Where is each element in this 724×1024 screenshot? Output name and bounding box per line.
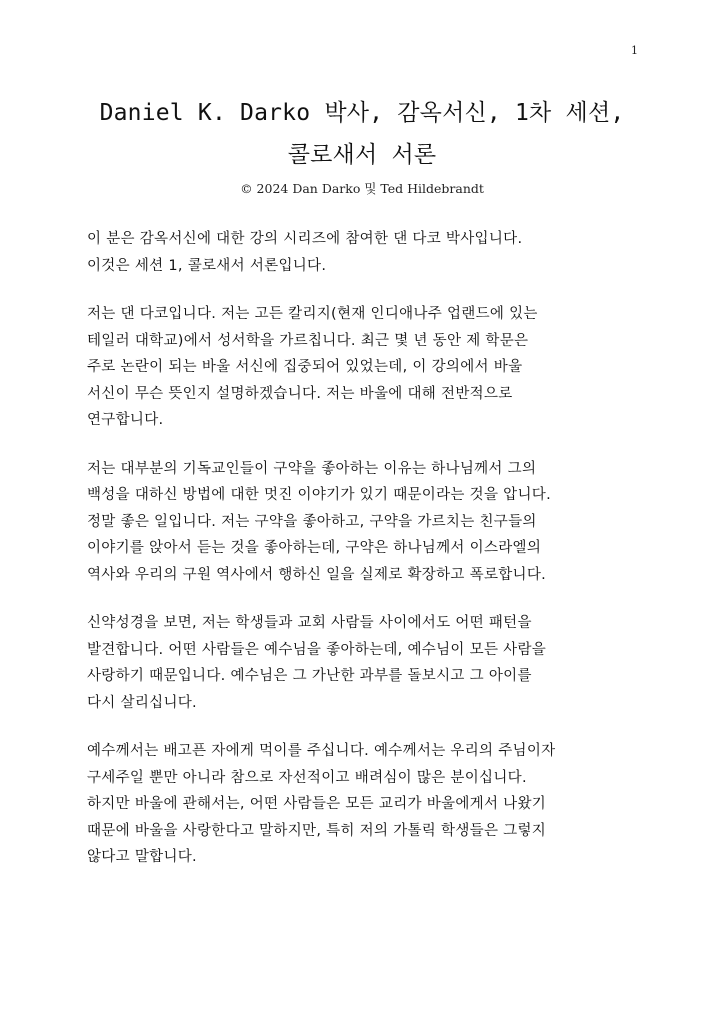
text-line: 역사와 우리의 구원 역사에서 행하신 일을 실제로 확장하고 폭로합니다.: [87, 566, 547, 583]
text-line: 사랑하기 때문입니다. 예수님은 그 가난한 과부를 돌보시고 그 아이를: [87, 668, 532, 684]
title-line-1: Daniel K. Darko 박사, 감옥서신, 1차 세션,: [99, 100, 625, 126]
text-line: 예수께서는 배고픈 자에게 먹이를 주십니다. 예수께서는 우리의 주님이자: [87, 743, 556, 759]
text-line: 다시 살리십니다.: [87, 694, 197, 711]
text-line: 않다고 말합니다.: [87, 849, 197, 865]
text-line: 정말 좋은 일입니다. 저는 구약을 좋아하고, 구약을 가르치는 친구들의: [87, 513, 537, 530]
paragraph-1: [87, 226, 647, 279]
text-line: 저는 댄 다코입니다. 저는 고든 칼리지(현재 인디애나주 업랜드에 있는: [87, 306, 538, 322]
text-line: 이야기를 앉아서 듣는 것을 좋아하는데, 구약은 하나님께서 이스라엘의: [87, 540, 542, 556]
text-line: 백성을 대하신 방법에 대한 멋진 이야기가 있기 때문이라는 것을 압니다.: [87, 487, 551, 503]
copyright-line: © 2024 Dan Darko 및 Ted Hildebrandt: [240, 181, 484, 196]
text-line: 저는 대부분의 기독교인들이 구약을 좋아하는 이유는 하나님께서 그의: [87, 460, 537, 477]
page-number: 1: [631, 44, 638, 57]
text-line: 때문에 바울을 사랑한다고 말하지만, 특히 저의 가톨릭 학생들은 그렇지: [87, 822, 547, 839]
text-line: 테일러 대학교)에서 성서학을 가르칩니다. 최근 몇 년 동안 제 학문은: [87, 332, 529, 349]
text-line: 서신이 무슨 뜻인지 설명하겠습니다. 저는 바울에 대해 전반적으로: [87, 385, 513, 402]
text-line: 주로 논란이 되는 바울 서신에 집중되어 있었는데, 이 강의에서 바울: [87, 359, 523, 375]
paragraph-5: [87, 738, 647, 871]
document-body: [87, 226, 647, 893]
paragraph-4: [87, 610, 647, 716]
text-line: 이 분은 감옥서신에 대한 강의 시리즈에 참여한 댄 다코 박사입니다.: [87, 231, 523, 247]
text-line: 발견합니다. 어떤 사람들은 예수님을 좋아하는데, 예수님이 모든 사람을: [87, 641, 547, 658]
text-line: 이것은 세션 1, 콜로새서 서론입니다.: [87, 257, 327, 274]
text-line: 하지만 바울에 관해서는, 어떤 사람들은 모든 교리가 바울에게서 나왔기: [87, 796, 547, 812]
text-line: 구세주일 뿐만 아니라 참으로 자선적이고 배려심이 많은 분이십니다.: [87, 769, 527, 786]
document-title: [64, 92, 660, 176]
text-line: 신약성경을 보면, 저는 학생들과 교회 사람들 사이에서도 어떤 패턴을: [87, 615, 532, 631]
paragraph-2: [87, 301, 647, 434]
title-line-2: 콜로새서 서론: [287, 142, 437, 168]
text-line: 연구합니다.: [87, 412, 164, 428]
paragraph-3: [87, 456, 647, 589]
